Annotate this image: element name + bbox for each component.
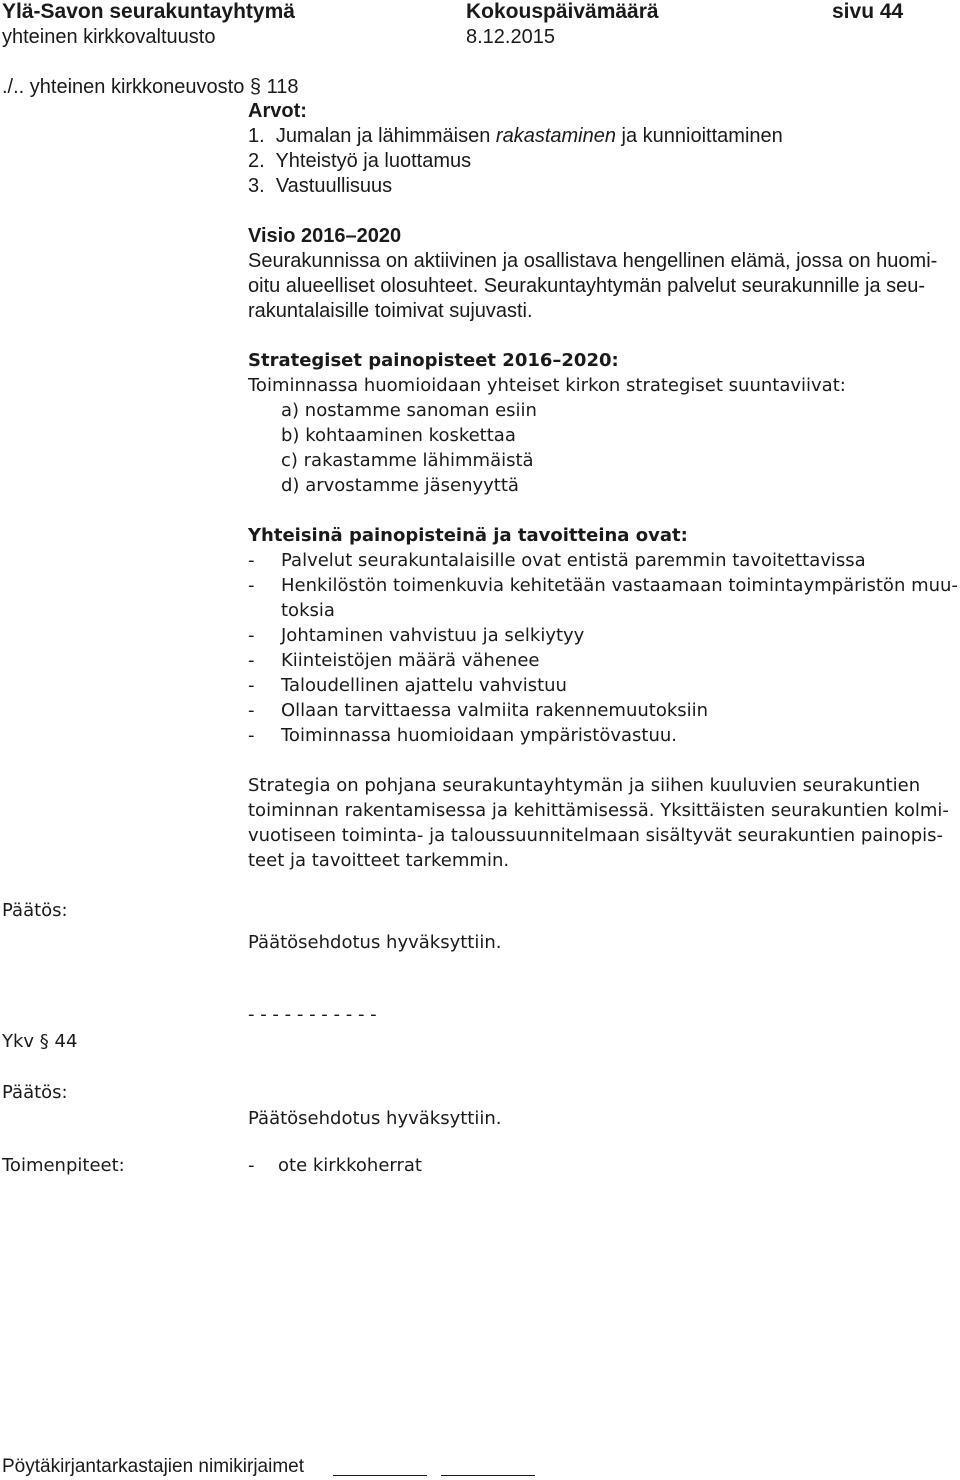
signature-line [441,1475,535,1476]
strategy-paragraph-line: toiminnan rakentamisessa ja kehittämisessä. Yksittäisten seurakuntien kolmi- [248,800,949,821]
values-item-text: Jumalan ja lähimmäisen [275,125,496,147]
goal-dash: - [248,550,255,571]
date-label: Kokouspäivämäärä [466,0,659,23]
strategic-item [281,450,534,471]
footer-label: Pöytäkirjantarkastajien nimikirjaimet [2,1456,304,1477]
values-item [248,150,471,173]
goal-item: Toiminnassa huomioidaan ympäristövastuu. [281,725,677,746]
actions-dash: - [248,1155,255,1176]
section-heading: Ykv § 44 [2,1031,78,1052]
meeting-date: 8.12.2015 [466,26,555,48]
strategic-item [281,400,537,421]
values-item-number: 1. [248,125,265,147]
strategic-item [281,425,516,446]
decision-label: Päätös: [2,900,68,921]
strategy-paragraph-line: Strategia on pohjana seurakuntayhtymän ja siihen kuuluvien seurakuntien [248,775,921,796]
values-item-number: 3. [248,175,265,197]
goals-title: Yhteisinä painopisteinä ja tavoitteina ovat: [248,525,688,546]
vision-line: rakuntalaisille toimivat sujuvasti. [248,300,533,322]
goal-dash: - [248,725,255,746]
goal-item: Henkilöstön toimenkuvia kehitetään vastaamaan toimintaympäristön muu- [281,575,958,596]
decision-text: Päätösehdotus hyväksyttiin. [248,1108,502,1129]
strategic-item-text: kohtaaminen koskettaa [305,425,516,446]
values-item-text: ja kunnioittaminen [615,125,783,147]
strategic-item-text: rakastamme lähimmäistä [303,450,534,471]
values-item-text: Yhteistyö ja luottamus [275,150,472,172]
strategic-title: Strategiset painopisteet 2016–2020: [248,350,619,371]
strategic-item-label: b) [281,425,300,446]
signature-line [333,1475,427,1476]
organization-name: Ylä-Savon seurakuntayhtymä [2,0,295,23]
strategic-item-label: a) [281,400,300,421]
goal-item: Palvelut seurakuntalaisille ovat entistä paremmin tavoitettavissa [281,550,866,571]
page-number: sivu 44 [832,0,904,23]
goal-item: Kiinteistöjen määrä vähenee [281,650,540,671]
strategic-intro: Toiminnassa huomioidaan yhteiset kirkon strategiset suuntaviivat: [248,375,846,396]
actions-text: ote kirkkoherrat [278,1155,422,1176]
strategic-item-label: c) [281,450,298,471]
goal-dash: - [248,650,255,671]
actions-label: Toimenpiteet: [2,1155,125,1176]
strategic-item [281,475,519,496]
decision-label: Päätös: [2,1082,68,1103]
strategic-item-text: arvostamme jäsenyyttä [305,475,519,496]
goal-dash: - [248,675,255,696]
goal-item: Taloudellinen ajattelu vahvistuu [281,675,567,696]
goal-dash: - [248,575,255,596]
values-item-emphasis: rakastaminen [495,125,616,147]
decision-text: Päätösehdotus hyväksyttiin. [248,932,502,953]
section-separator: - - - - - - - - - - - [248,1004,377,1025]
strategy-paragraph-line: vuotiseen toiminta- ja taloussuunnitelmaan sisältyvät seurakuntien painopis- [248,825,943,846]
meeting-body: yhteinen kirkkovaltuusto [2,26,216,48]
reference-line: ./.. yhteinen kirkkoneuvosto § 118 [2,76,299,98]
goal-item: Johtaminen vahvistuu ja selkiytyy [281,625,585,646]
vision-title: Visio 2016–2020 [248,225,402,247]
strategy-paragraph-line: teet ja tavoitteet tarkemmin. [248,850,510,871]
values-title: Arvot: [248,100,307,122]
goal-item: Ollaan tarvittaessa valmiita rakennemuutoksiin [281,700,709,721]
goal-item-continued: toksia [281,600,335,621]
strategic-item-label: d) [281,475,300,496]
values-item-text: Vastuullisuus [275,175,393,197]
vision-line: Seurakunnissa on aktiivinen ja osallistava hengellinen elämä, jossa on huomi- [248,250,938,272]
values-item-number: 2. [248,150,265,172]
vision-line: oitu alueelliset olosuhteet. Seurakuntayhtymän palvelut seurakunnille ja seu- [248,275,926,297]
goal-dash: - [248,700,255,721]
values-item [248,125,783,148]
values-item [248,175,392,198]
strategic-item-text: nostamme sanoman esiin [304,400,537,421]
goal-dash: - [248,625,255,646]
